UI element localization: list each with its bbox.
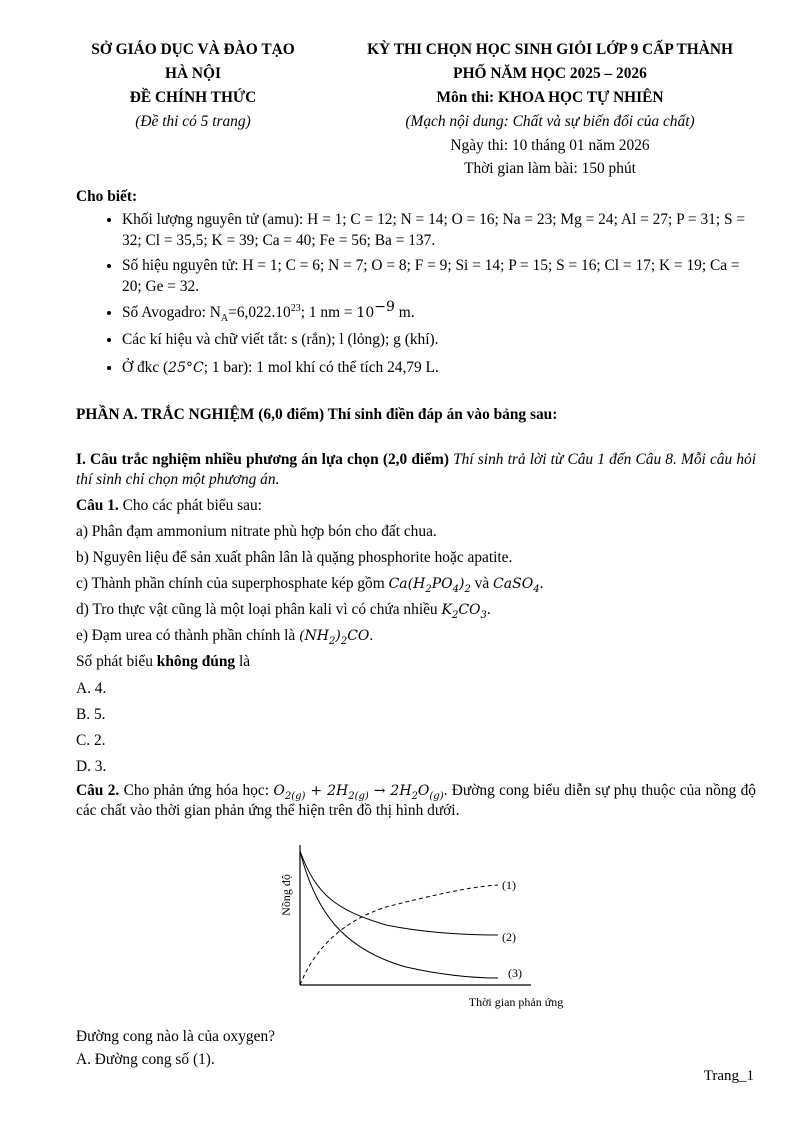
q1-option-b[interactable]: B. 5. — [76, 705, 106, 723]
avogadro-item — [122, 301, 756, 324]
question-1 — [76, 494, 756, 778]
q2-label: Câu 2. — [76, 781, 120, 799]
q1-option-a[interactable]: A. 4. — [76, 679, 107, 697]
y-axis-label: Nồng độ — [279, 874, 293, 916]
q1-stem: Cho các phát biểu sau: — [118, 496, 262, 514]
part-i-heading — [76, 450, 756, 490]
q1-c-and: và — [470, 575, 494, 593]
q1-e-formula: $(NH_2)_2CO$ — [299, 628, 370, 648]
nm-exp: −9 — [374, 299, 395, 316]
official-label: ĐỀ CHÍNH THỨC — [129, 88, 257, 106]
part-i-title: I. Câu trắc nghiệm nhiều phương án lựa chọn (2,0 điểm) — [76, 450, 449, 468]
q1-statement-a: a) Phân đạm ammonium nitrate phù hợp bón cho đất chua. — [76, 522, 437, 540]
nm-label: ; 1 nm = — [300, 304, 357, 322]
nm-unit: m. — [394, 304, 415, 322]
part-a-title: PHẦN A. TRẮC NGHIỆM (6,0 điểm) Thí sinh điền đáp án vào bảng sau: — [76, 405, 558, 423]
header-right — [335, 38, 765, 181]
curve-3-label: (3) — [508, 966, 522, 980]
exam-duration: Thời gian làm bài: 150 phút — [464, 160, 636, 178]
question-2 — [76, 781, 756, 1071]
curve-1 — [300, 885, 498, 985]
avogadro-label: Số Avogadro: N — [122, 304, 221, 322]
q1-d-text: d) Tro thực vật cũng là một loại phân kali vì có chứa nhiều — [76, 601, 442, 619]
exam-title-line1: KỲ THI CHỌN HỌC SINH GIỎI LỚP 9 CẤP THÀNH — [367, 41, 733, 58]
exam-body — [76, 185, 756, 1071]
given-title: Cho biết: — [76, 188, 138, 205]
concentration-graph — [276, 835, 576, 1015]
atomic-number-item: • Số hiệu nguyên tử: H = 1; C = 6; N = 7; O = 8; F = 9; Si = 14; P = 15; S = 16; Cl = 17; K = 19; Ca = 20; Ge = 32. — [122, 256, 756, 298]
x-axis-label: Thời gian phản ứng — [468, 995, 564, 1009]
avogadro-sub: A — [220, 313, 229, 325]
q1-e-text: e) Đạm urea có thành phần chính là — [76, 627, 300, 645]
given-list — [76, 210, 756, 379]
q1-statement-c: c) Thành phần chính của superphosphate kép gồm $Ca(H_2PO_4)_2$ và CaSO$_4$. — [76, 575, 544, 595]
exam-date: Ngày thi: 10 tháng 01 năm 2026 — [450, 136, 650, 154]
subject-name: KHOA HỌC TỰ NHIÊN — [498, 88, 664, 106]
q1-ask-emphasis: không đúng — [156, 653, 236, 671]
q1-statement-b: b) Nguyên liệu để sản xuất phân lân là quặng phosphorite hoặc apatite. — [76, 548, 513, 566]
q1-statement-e: e) Đạm urea có thành phần chính là $(NH_2)_2CO$. — [76, 627, 374, 648]
avogadro-exp: 23 — [290, 303, 301, 315]
exam-title-line2: PHỐ NĂM HỌC 2025 – 2026 — [453, 64, 647, 82]
curve-1-label: (1) — [502, 878, 516, 892]
q2-question: Đường cong nào là của oxygen? — [76, 1028, 275, 1045]
department-name: SỞ GIÁO DỤC VÀ ĐÀO TẠO — [91, 41, 295, 58]
stp-item — [122, 356, 756, 379]
q2-option-a[interactable]: A. Đường cong số (1). — [76, 1051, 215, 1069]
atomic-mass-item: • Khối lượng nguyên tử (amu): H = 1; C = 12; N = 14; O = 16; Na = 23; Mg = 24; Al = 27; P = 31; S = 32; Cl = 35,5; K = 39; Ca = 40; Fe = 56; Ba = 137. — [122, 210, 756, 252]
part-i-instruction: Thí sinh trả lời từ Câu 1 đến Câu 8. Mỗi câu hỏi thí sinh chỉ chọn một phương án. — [76, 450, 756, 488]
q1-statement-d: d) Tro thực vật cũng là một loại phân kali vì có chứa nhiều $K_2CO_3$. — [76, 601, 491, 621]
subject-line — [335, 86, 765, 110]
stp-label: Ở đkc ( — [122, 358, 169, 376]
page-number: Trang_1 — [703, 1068, 754, 1084]
content-note: (Mạch nội dung: Chất và sự biến đổi của chất) — [405, 112, 695, 130]
q2-stem: Câu 2. Cho phản ứng hóa học: $O_{2(g)} + 2H_{2(g)} \to 2H_2O_{(g)}$. Đường cong biểu diễn sự phụ thuộc của nồng độ các chất vào thời gian phản ứng thể hiện trên đồ thị hình dưới. — [76, 781, 756, 819]
avogadro-value: =6,022.10 — [228, 304, 291, 322]
page-count-note: (Đề thi có 5 trang) — [135, 112, 251, 130]
header-left — [68, 38, 318, 134]
q2-equation: $O_{2(g)} + 2H_{2(g)} \to 2H_2O_{(g)}$ — [273, 782, 444, 802]
q1-label: Câu 1. — [76, 496, 119, 514]
q1-d-formula: $K_2CO_3$ — [441, 602, 487, 621]
q1-option-d[interactable]: D. 3. — [76, 757, 107, 775]
curve-2-label: (2) — [502, 930, 516, 944]
subject-label: Môn thi: — [436, 88, 499, 106]
curve-3 — [300, 851, 498, 978]
q1-c-formula2: CaSO$_4$ — [493, 576, 540, 595]
q1-option-c[interactable]: C. 2. — [76, 731, 106, 749]
q1-c-formula1: $Ca(H_2PO_4)_2$ — [388, 576, 471, 595]
nm-base: 10 — [356, 305, 375, 322]
curve-2 — [300, 851, 498, 935]
city-name: HÀ NỘI — [164, 64, 221, 82]
symbols-item: • Các kí hiệu và chữ viết tắt: s (rắn); l (lỏng); g (khí). — [122, 328, 756, 351]
q1-c-text: c) Thành phần chính của superphosphate kép gồm — [76, 575, 389, 593]
q1-ask: Số phát biểu không đúng là — [76, 653, 251, 671]
stp-temp: 25°C — [168, 359, 204, 376]
stp-text: ; 1 bar): 1 mol khí có thể tích 24,79 L. — [203, 358, 439, 376]
